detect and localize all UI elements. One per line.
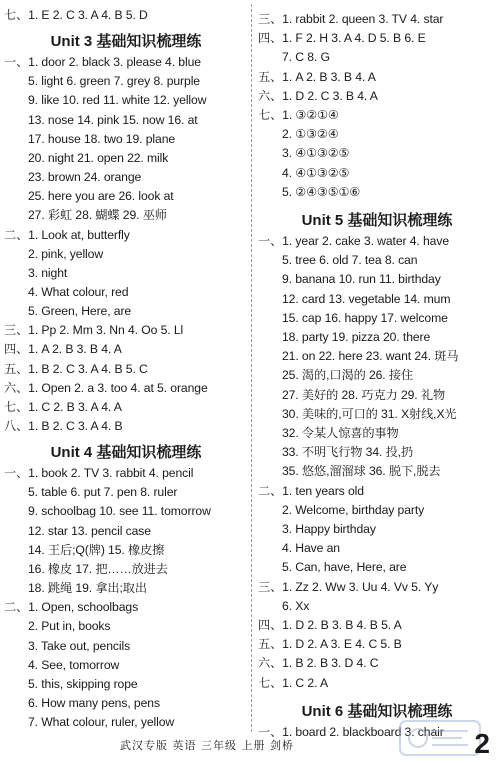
answer-line: 六、1. B 2. B 3. D 4. C: [258, 656, 379, 671]
answer-line: 一、1. door 2. black 3. please 4. blue: [4, 55, 201, 70]
answer-line: 12. card 13. vegetable 14. mum: [282, 291, 451, 306]
answer-line: 20. night 21. open 22. milk: [28, 150, 169, 165]
answer-line: 25. 渴的,口渴的 26. 接住: [282, 368, 414, 383]
answer-line: 5. Green, Here, are: [28, 304, 132, 319]
answer-line: 七、1. E 2. C 3. A 4. B 5. D: [4, 8, 148, 22]
answer-line: 33. 不明飞行物 34. 投,扔: [282, 445, 414, 460]
answer-line: 2. Welcome, birthday party: [282, 502, 425, 517]
answer-line: 4. See, tomorrow: [28, 657, 120, 672]
answer-line: 5. Can, have, Here, are: [282, 560, 407, 575]
answer-line: 18. party 19. pizza 20. there: [282, 330, 431, 344]
footer-text: 武汉专版 英语 三年级 上册 剑桥: [120, 739, 294, 752]
answer-line: 七、1. C 2. B 3. A 4. A: [4, 399, 122, 414]
answer-line: 25. here you are 26. look at: [28, 189, 174, 204]
answer-line: 一、1. year 2. cake 3. water 4. have: [258, 234, 450, 248]
answer-line: 一、1. book 2. TV 3. rabbit 4. pencil: [4, 466, 194, 481]
page-number: 2: [474, 728, 490, 759]
answer-line: 四、1. D 2. B 3. B 4. B 5. A: [258, 618, 402, 632]
answer-line: 6. Xx: [282, 598, 310, 613]
answer-line: 9. schoolbag 10. see 11. tomorrow: [28, 504, 211, 519]
unit-heading: Unit 6 基础知识梳理练: [301, 702, 453, 720]
answer-line: 17. house 18. two 19. plane: [28, 131, 176, 146]
answer-line: 二、1. Open, schoolbags: [4, 600, 139, 615]
answer-line: 二、1. ten years old: [258, 483, 364, 498]
answer-line: 2. Put in, books: [28, 619, 111, 634]
answer-line: 5. tree 6. old 7. tea 8. can: [282, 253, 418, 268]
answer-line: 5. light 6. green 7. grey 8. purple: [28, 74, 200, 89]
answer-line: 27. 美好的 28. 巧克力 29. 礼物: [282, 387, 446, 402]
answer-line: 9. like 10. red 11. white 12. yellow: [28, 93, 207, 108]
answer-line: 12. star 13. pencil case: [28, 523, 151, 538]
column-divider: [251, 4, 252, 732]
answer-line: 四、1. A 2. B 3. B 4. A: [4, 342, 122, 357]
answer-line: 6. How many pens, pens: [28, 695, 160, 710]
answer-line: 4. Have an: [282, 541, 340, 556]
answer-line: 5. table 6. put 7. pen 8. ruler: [28, 485, 178, 500]
answer-line: 二、1. Look at, butterfly: [4, 227, 130, 242]
answer-line: 八、1. B 2. C 3. A 4. B: [4, 419, 123, 433]
answer-line: 六、1. Open 2. a 3. too 4. at 5. orange: [4, 380, 208, 395]
answer-line: 六、1. D 2. C 3. B 4. A: [258, 88, 378, 103]
answer-line: 三、1. Pp 2. Mm 3. Nn 4. Oo 5. Ll: [4, 323, 184, 338]
answer-line: 五、1. A 2. B 3. B 4. A: [258, 69, 376, 84]
answer-line: 七、1. ③②①④: [258, 108, 339, 122]
answer-line: 2. pink, yellow: [28, 246, 104, 261]
answer-line: 3. Take out, pencils: [28, 638, 131, 653]
answer-line: 三、1. rabbit 2. queen 3. TV 4. star: [258, 12, 444, 26]
answer-line: 四、1. F 2. H 3. A 4. D 5. B 6. E: [258, 31, 426, 46]
answer-line: 5. ②④③⑤①⑥: [282, 184, 361, 199]
answer-line: 三、1. Zz 2. Ww 3. Uu 4. Vv 5. Yy: [258, 579, 439, 594]
unit-heading: Unit 5 基础知识梳理练: [301, 212, 453, 229]
answer-line: 23. brown 24. orange: [28, 170, 142, 185]
answer-line: 35. 悠悠,溜溜球 36. 脱下,脱去: [282, 464, 441, 479]
answer-line: 4. ④①③②⑤: [282, 165, 350, 180]
unit-heading: Unit 3 基础知识梳理练: [50, 33, 202, 51]
answer-line: 4. What colour, red: [28, 284, 129, 299]
answer-line: 27. 彩虹 28. 蝴蝶 29. 巫师: [28, 208, 167, 223]
answer-line: 30. 美味的,可口的 31. X射线,X光: [282, 406, 457, 421]
answer-line: 16. 橡皮 17. 把……放进去: [28, 561, 168, 576]
answer-line: 9. banana 10. run 11. birthday: [282, 272, 441, 287]
answer-line: 14. 王后;Q(牌) 15. 橡皮擦: [28, 542, 165, 557]
unit-heading: Unit 4 基础知识梳理练: [50, 444, 202, 462]
answer-line: 32. 令某人惊喜的事物: [282, 426, 399, 440]
answer-line: 2. ①③②④: [282, 127, 339, 142]
answer-line: 18. 跳绳 19. 拿出;取出: [28, 581, 147, 596]
answer-line: 21. on 22. here 23. want 24. 斑马: [282, 349, 459, 364]
answer-line: 15. cap 16. happy 17. welcome: [282, 310, 448, 325]
answer-line: 7. What colour, ruler, yellow: [28, 715, 175, 730]
answer-line: 5. this, skipping rope: [28, 676, 138, 691]
watermark-logo: [398, 717, 482, 759]
answer-line: 3. ④①③②⑤: [282, 146, 350, 161]
answer-line: 一、1. board 2. blackboard 3. chair: [258, 724, 444, 739]
answer-line: 3. Happy birthday: [282, 522, 376, 536]
answer-line: 7. C 8. G: [282, 50, 330, 65]
answer-line: 3. night: [28, 265, 68, 280]
answer-line: 七、1. C 2. A: [258, 675, 329, 690]
answer-line: 五、1. B 2. C 3. A 4. B 5. C: [4, 361, 148, 376]
answer-line: 13. nose 14. pink 15. now 16. at: [28, 112, 198, 127]
answer-line: 五、1. D 2. A 3. E 4. C 5. B: [258, 637, 402, 652]
